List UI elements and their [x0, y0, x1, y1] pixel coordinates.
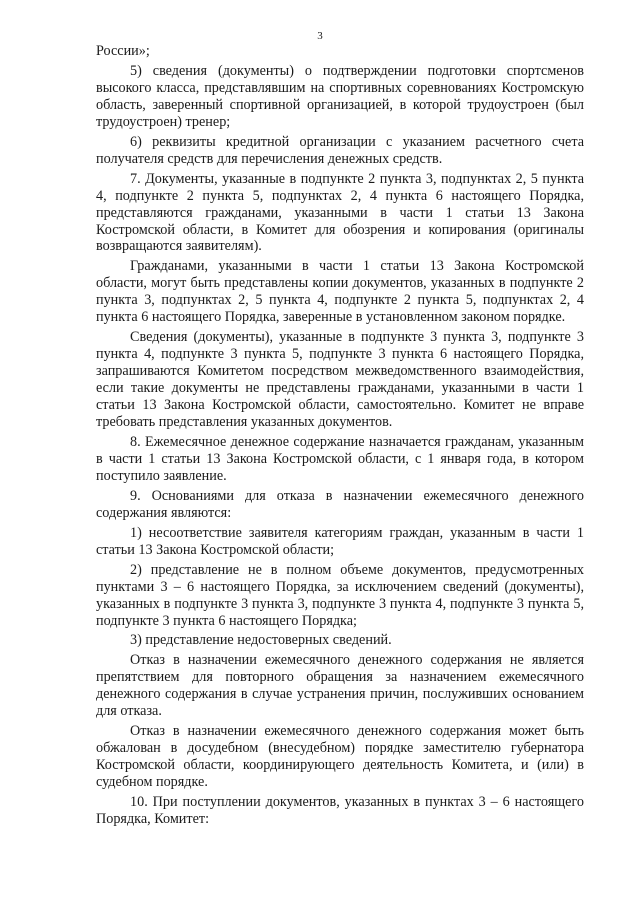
paragraph: 5) сведения (документы) о подтверждении подготовки спортсменов высокого класса, представлявшим на спортивных соревнованиях Костромскую область, заверенный спортивной организацией, в которой трудоустроен (был трудоустроен) тренер; — [96, 62, 584, 130]
paragraph: 8. Ежемесячное денежное содержание назначается гражданам, указанным в части 1 статьи 13 Закона Костромской области, с 1 января года, в котором поступило заявление. — [96, 433, 584, 484]
paragraph: Отказ в назначении ежемесячного денежного содержания может быть обжалован в досудебном (внесудебном) порядке заместителю губернатора Костромской области, координирующего деятельность Комитета, и (или) в судебном порядке. — [96, 723, 584, 791]
paragraph: Сведения (документы), указанные в подпункте 3 пункта 3, подпункте 3 пункта 4, подпункте 3 пункта 5, подпункте 3 пункта 6 настоящего Порядка, запрашиваются Комитетом посредством межведомственного взаимодействия, если такие документы не представлены гражданами, указанными в части 1 статьи 13 Закона Костромской области, самостоятельно. Комитет не вправе требовать представления указанных документов. — [96, 329, 584, 431]
paragraph: 10. При поступлении документов, указанных в пунктах 3 – 6 настоящего Порядка, Комитет: — [96, 794, 584, 827]
paragraph: 3) представление недостоверных сведений. — [130, 632, 392, 649]
paragraph: Отказ в назначении ежемесячного денежного содержания не является препятствием для повторного обращения за назначением ежемесячного денежного содержания в случае устранения причин, послуживших основанием для отказа. — [96, 652, 584, 720]
page-number: 3 — [317, 30, 323, 42]
paragraph: России»; — [96, 43, 150, 59]
paragraph: 2) представление не в полном объеме документов, предусмотренных пунктами 3 – 6 настоящего Порядка, за исключением сведений (документы), указанных в подпункте 3 пункта 3, подпункте 3 пункта 4, подпункте 3 пункта 5, подпункте 3 пункта 6 настоящего Порядка; — [96, 561, 584, 629]
document-body — [96, 43, 584, 831]
paragraph: 1) несоответствие заявителя категориям граждан, указанным в части 1 статьи 13 Закона Костромской области; — [96, 524, 584, 558]
paragraph: 6) реквизиты кредитной организации с указанием расчетного счета получателя средств для перечисления денежных средств. — [96, 133, 584, 167]
paragraph: 9. Основаниями для отказа в назначении ежемесячного денежного содержания являются: — [96, 487, 584, 521]
paragraph: Гражданами, указанными в части 1 статьи 13 Закона Костромской области, могут быть представлены копии документов, указанных в подпункте 2 пункта 3, подпунктах 2, 5 пункта 4, подпункте 2 пункта 5, подпунктах 2, 4 пункта 6 настоящего Порядка, заверенные в установленном законом порядке. — [96, 258, 584, 326]
paragraph: 7. Документы, указанные в подпункте 2 пункта 3, подпунктах 2, 5 пункта 4, подпункте 2 пункта 5, подпунктах 2, 4 пункта 6 настоящего Порядка, представляются гражданами, указанными в части 1 статьи 13 Закона Костромской области, в Комитет для обозрения и копирования (оригиналы возвращаются заявителям). — [96, 170, 584, 255]
